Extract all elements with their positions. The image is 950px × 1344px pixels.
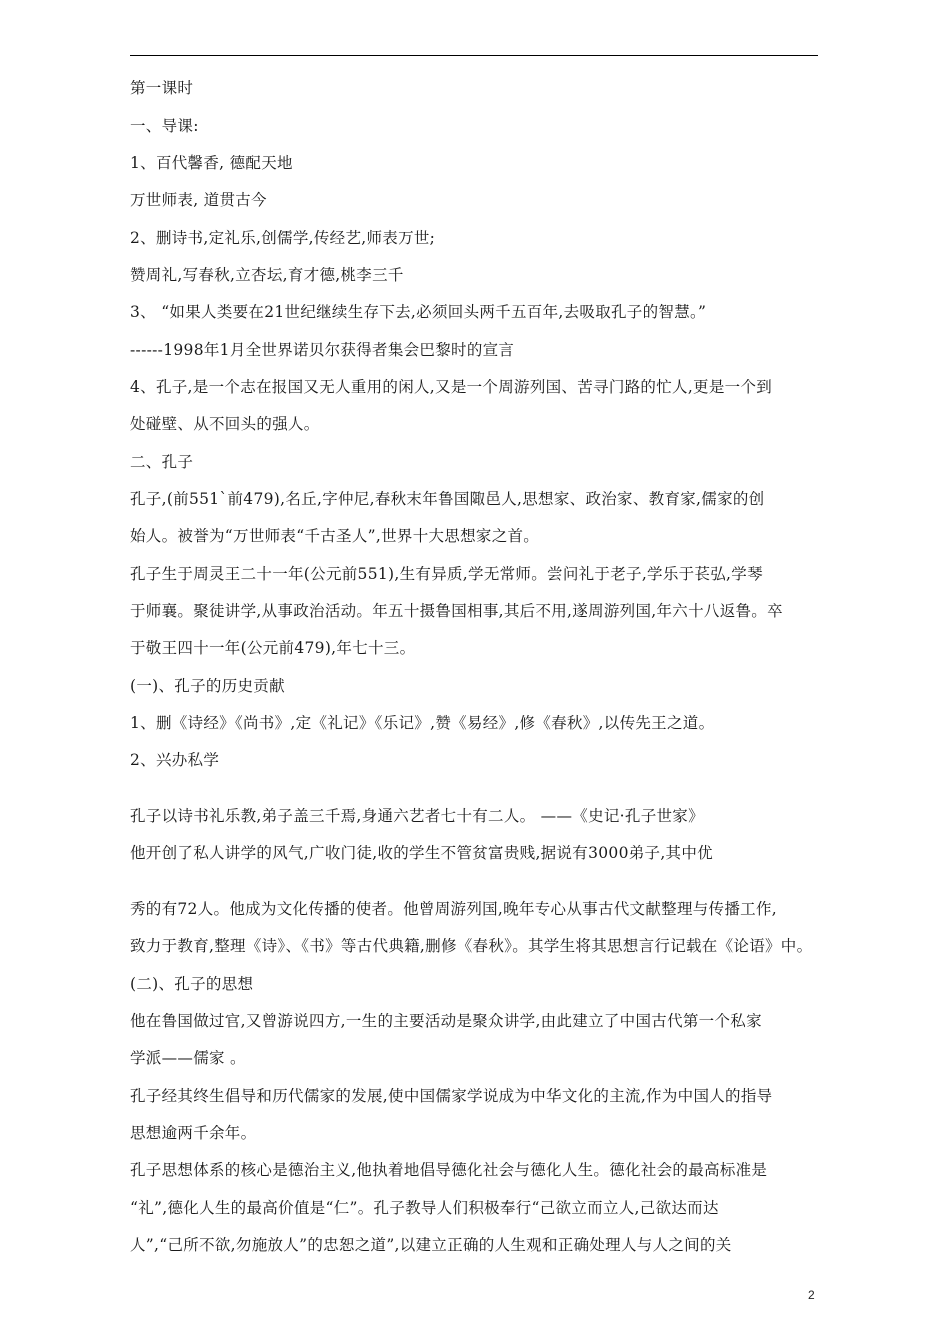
text-line: 孔子,(前551`前479),名丘,字仲尼,春秋末年鲁国陬邑人,思想家、政治家、教育家,儒家的创 (130, 490, 765, 508)
text-line: 赞周礼,写春秋,立杏坛,育才德,桃李三千 (130, 266, 404, 284)
text-line: 致力于教育,整理《诗》、《书》等古代典籍,删修《春秋》。其学生将其思想言行记载在《论语》中。 (130, 937, 813, 955)
text-line: 他开创了私人讲学的风气,广收门徒,收的学生不管贫富贵贱,据说有3000弟子,其中优 (130, 844, 713, 862)
text-line: 于师襄。聚徒讲学,从事政治活动。年五十摄鲁国相事,其后不用,遂周游列国,年六十八返鲁。卒 (130, 602, 783, 620)
text-line: 3、 “如果人类要在21世纪继续生存下去,必须回头两千五百年,去吸取孔子的智慧。” (130, 303, 707, 321)
text-line: 学派——儒家 。 (130, 1049, 246, 1067)
page-number: 2 (808, 1288, 815, 1302)
header-rule (130, 55, 818, 56)
text-line: 一、导课: (130, 117, 199, 135)
text-line: 2、兴办私学 (130, 751, 220, 769)
text-line: 秀的有72人。他成为文化传播的使者。他曾周游列国,晚年专心从事古代文献整理与传播工作, (130, 900, 777, 918)
lesson-title: 第一课时 (130, 79, 194, 97)
text-line: 他在鲁国做过官,又曾游说四方,一生的主要活动是聚众讲学,由此建立了中国古代第一个私家 (130, 1012, 762, 1030)
subsection-heading: (二)、孔子的思想 (130, 975, 254, 993)
section-heading: 二、孔子 (130, 453, 194, 471)
text-line: 1、百代馨香, 德配天地 (130, 154, 293, 172)
text-line: 处碰壁、从不回头的强人。 (130, 415, 320, 433)
text-line: 2、删诗书,定礼乐,创儒学,传经艺,师表万世; (130, 229, 436, 247)
text-line: 孔子生于周灵王二十一年(公元前551),生有异质,学无常师。尝问礼于老子,学乐于苌弘,学琴 (130, 565, 763, 583)
text-line: 孔子经其终生倡导和历代儒家的发展,使中国儒家学说成为中华文化的主流,作为中国人的指导 (130, 1087, 773, 1105)
text-line: ------1998年1月全世界诺贝尔获得者集会巴黎时的宣言 (130, 341, 515, 359)
text-line: 1、删《诗经》《尚书》,定《礼记》《乐记》,赞《易经》,修《春秋》,以传先王之道。 (130, 714, 715, 732)
text-line: 始人。被誉为“万世师表“千古圣人”,世界十大思想家之首。 (130, 527, 540, 545)
text-line: 思想逾两千余年。 (130, 1124, 257, 1142)
text-line: 于敬王四十一年(公元前479),年七十三。 (130, 639, 416, 657)
text-line: 万世师表, 道贯古今 (130, 191, 267, 209)
subsection-heading: (一)、孔子的历史贡献 (130, 677, 285, 695)
text-line: 人”,“己所不欲,勿施放人”的忠恕之道”,以建立正确的人生观和正确处理人与人之间的关 (130, 1236, 732, 1254)
text-line: “礼”,德化人生的最高价值是“仁”。孔子教导人们积极奉行“己欲立而立人,己欲达而达 (130, 1199, 719, 1217)
text-line: 4、孔子,是一个志在报国又无人重用的闲人,又是一个周游列国、苦寻门路的忙人,更是一个到 (130, 378, 773, 396)
quote-line: 孔子以诗书礼乐教,弟子盖三千焉,身通六艺者七十有二人。 ——《史记·孔子世家》 (130, 807, 704, 825)
text-line: 孔子思想体系的核心是德治主义,他执着地倡导德化社会与德化人生。德化社会的最高标准是 (130, 1161, 768, 1179)
